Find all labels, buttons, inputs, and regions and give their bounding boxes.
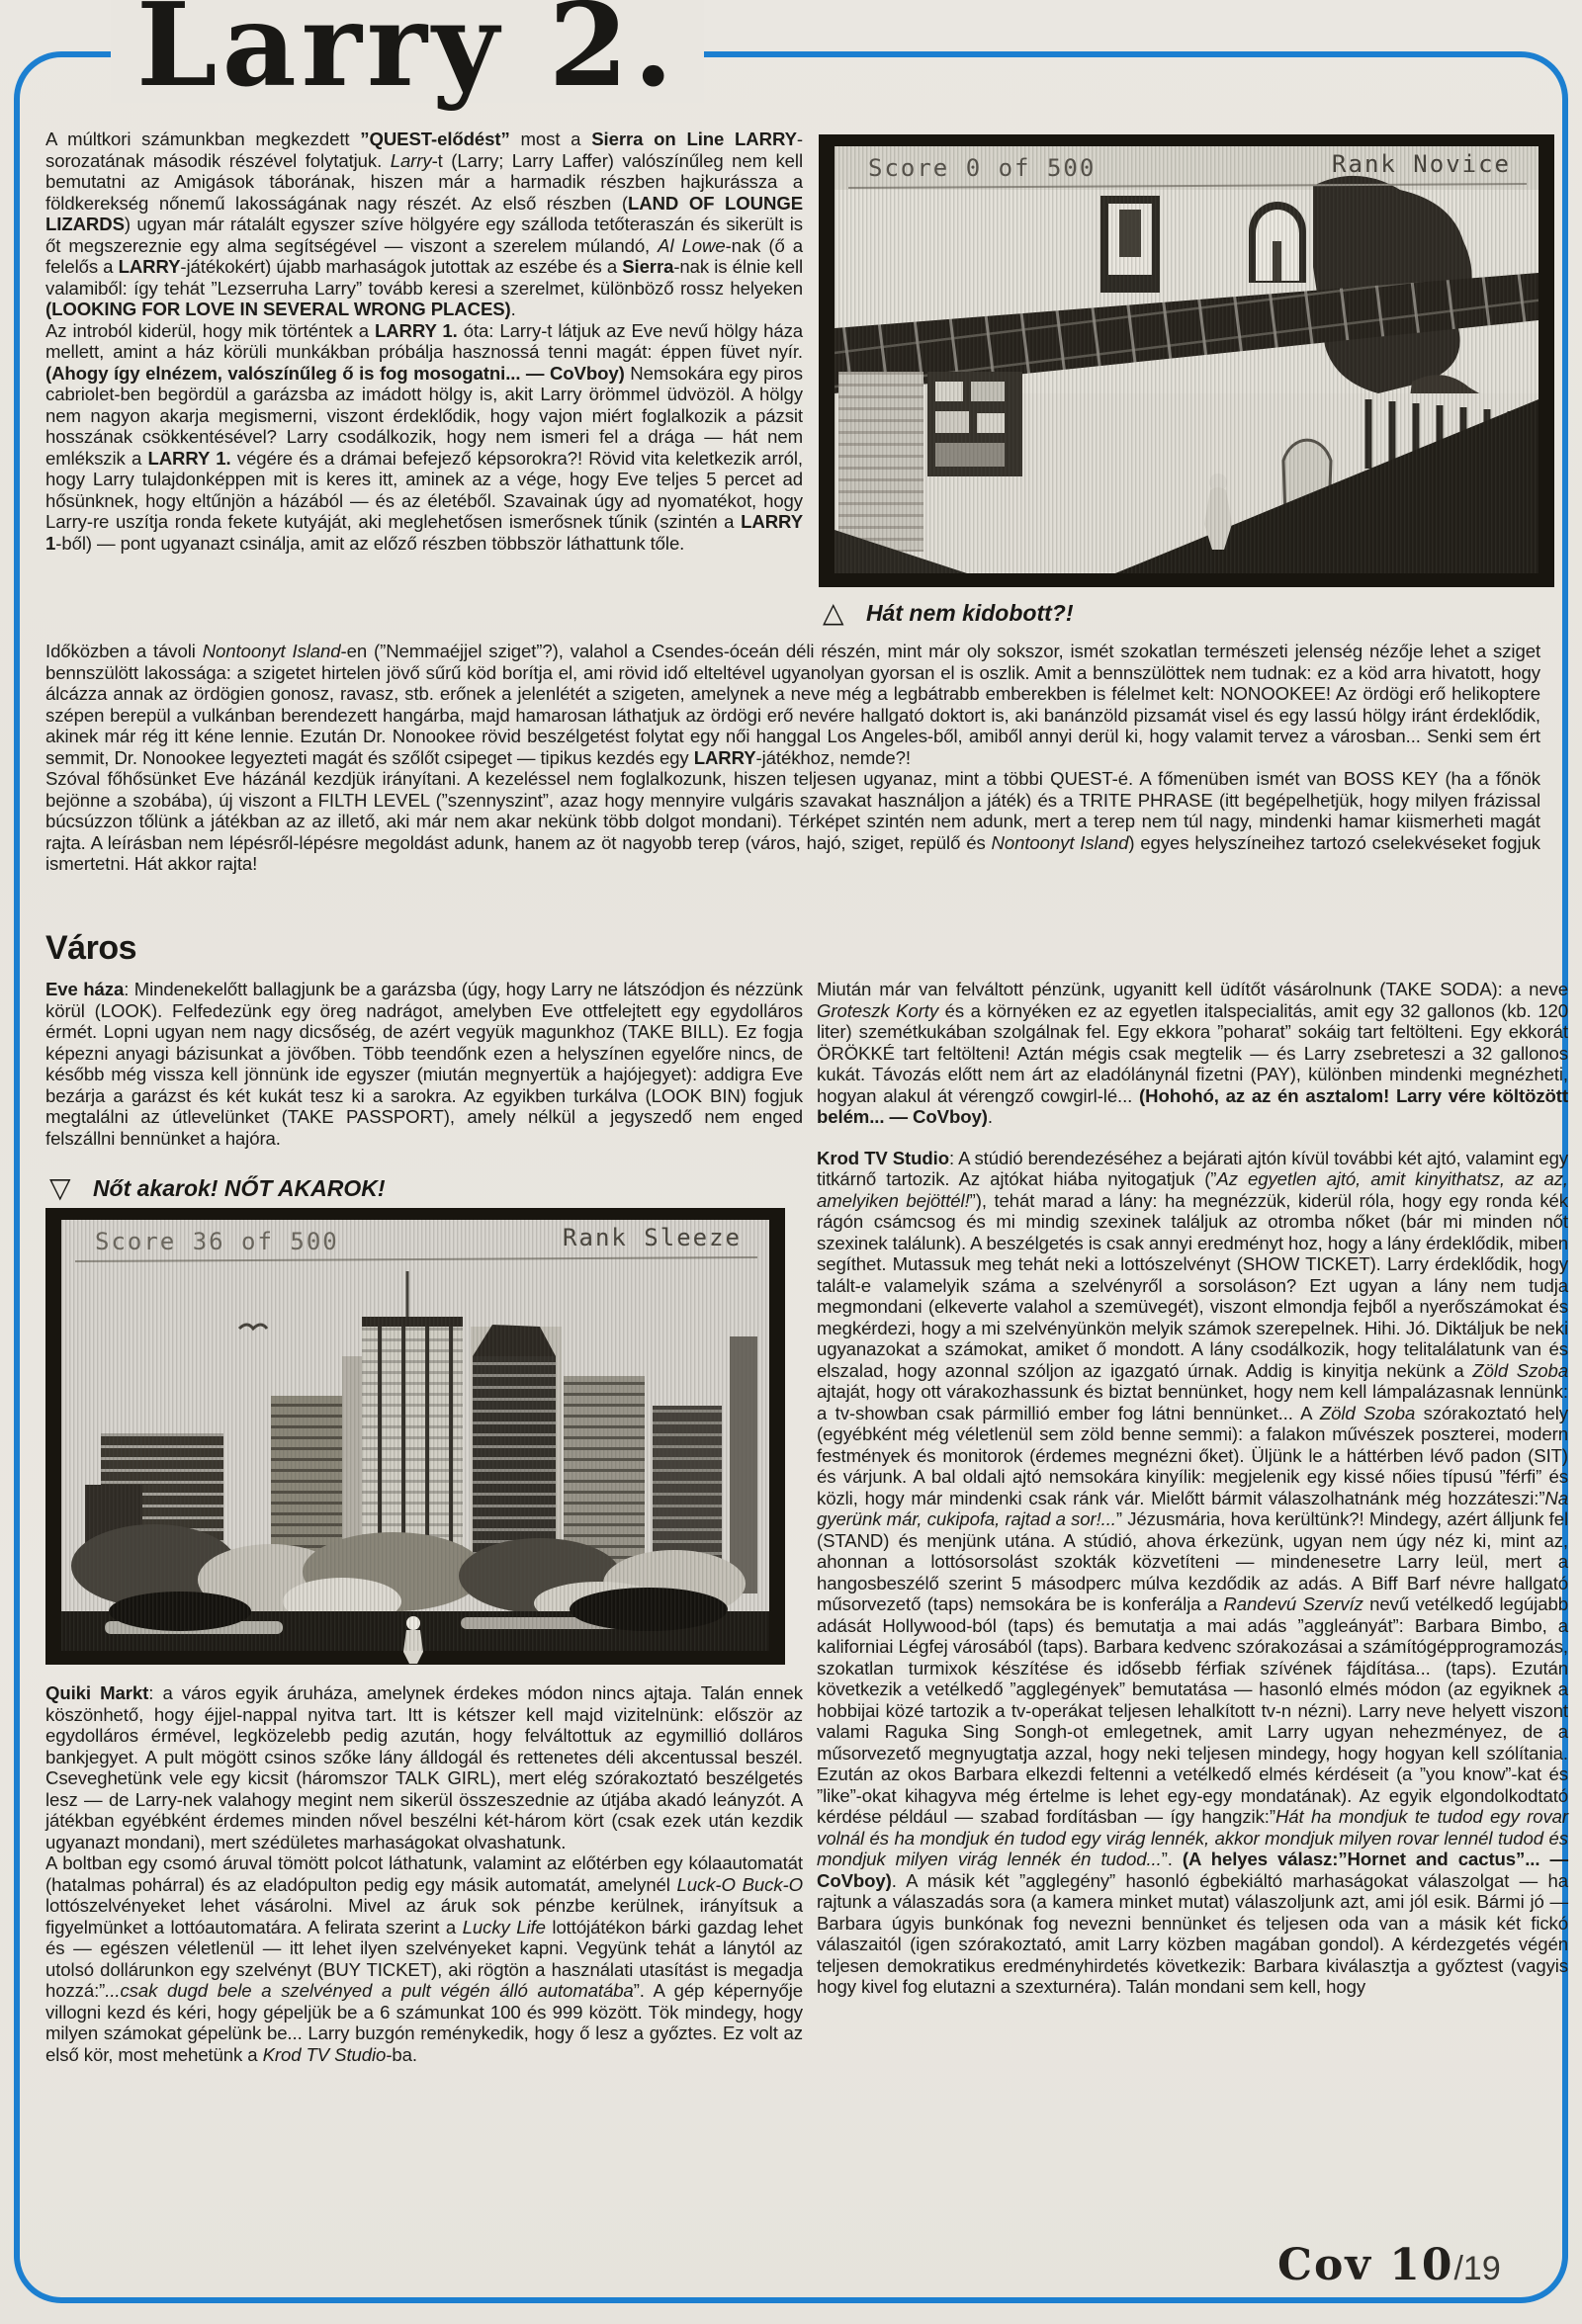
triangle-down-icon: ▽ bbox=[49, 1172, 71, 1203]
page-number bbox=[1277, 2240, 1501, 2290]
boltban-paragraph: A boltban egy csomó áruval tömött polcot láthatunk, valamint az előtérben egy kólaautomatát (hatalmas pohárral) és az eladópulton pedig egy másik automatát, amelynél Luck-O Buck-O lottószelvényeket lehet vásárolni. Mivel az áruk sok pénzbe kerülnek, irányítsuk a figyelmünket a lottóautomatára. A felirata szerint a Lucky Life lottójátékon bárki gazdag lehet és — egészen véletlenül — itt lehet ilyen szelvényeket kapni. Vegyünk tehát a lánytól az utolsó dollárunkon egy szelvényt (BUY TICKET), aki rögtön a használati utasítást is megadja hozzá:”...csak dugd bele a szelvényed a pult végén álló automatába”. A gép képernyője villogni kezd és kéri, hogy gépeljük be a 6 számunkat 100 és 999 között. Tök mindegy, hogy milyen számokat gépelünk be... Larry buzgón reménykedik, hogy ő lesz a győztes. Ez volt az első kör, most mehetünk a Krod TV Studio-ba. bbox=[45, 1852, 804, 2065]
quiki-markt-paragraph: Quiki Markt: a város egyik áruháza, amelynek érdekes módon nincs ajtaja. Talán ennek köszönhető, hogy éjjel-nappal nyitva tart. Itt is kétszer kell majd vizitelnünk: először az egydolláros érmével, legközelebb pedig azután, hogy felváltottuk az egymillió dolláros bankjegyet. A pult mögött csinos szőke lány álldogál és rettenetes déli akcentussal beszél. Cseveghetünk vele egy kicsit (háromszor TALK GIRL), mert elég szórakoztató beszélgetés lesz — de Larry-nek valahogy megint nem sikerül összeszednie az útjába akadó leányzót. A játékban egyébként érdemes minden nővel beszélni két-három kört (csak ezek után kezdik ugyanazt mondani), mert szédületes marhaságokat olvashatunk. bbox=[45, 1682, 803, 1852]
triangle-up-icon: △ bbox=[823, 597, 844, 628]
right-column bbox=[817, 979, 1568, 1998]
game-screenshot-city-art bbox=[45, 1208, 785, 1665]
eve-haza-paragraph: Eve háza: Mindenekelőtt ballagjunk be a garázsba (úgy, hogy Larry ne látszódjon és nézzünk körül (LOOK). Felfedezünk egy öreg nadrágot, amelyben Eve ottfelejtett egy egydolláros érmét. Lopni ugyan nem nagy dicsőség, de azért vegyük magunkhoz (TAKE BILL). Ez fogja képezni anyagi bázisunkat a jövőben. Több teendőnk ezen a helyszínen egyelőre nincs, de később még vissza kell jönnünk ide egyszer (miután megnyertük a hajójegyet): addigra Eve bezárja a garázst és két kukát tesz ki a sarokra. Az egyikben turkálva (LOOK BIN) fogjuk megtalálni az útlevelünket (TAKE PASSPORT), amely nélkül a jegyszedő nem enged felszállni bennünket a hajóra. bbox=[45, 979, 803, 1149]
page-number-page: /19 bbox=[1453, 2250, 1501, 2287]
screenshot1-caption bbox=[823, 595, 1073, 628]
eve-haza-block bbox=[45, 979, 803, 1149]
screenshot2-caption bbox=[49, 1170, 386, 1203]
left-lower-column bbox=[45, 1682, 803, 2065]
section-heading-varos: Város bbox=[45, 929, 136, 967]
mid-paragraph-1: Időközben a távoli Nontoonyt Island-en (”Nemmaéjjel sziget”?), valahol a Csendes-óceán déli részén, mint már oly sokszor, ismét szokatlan természeti jelenség nézője lehet a sziget bennszülött lakossága: a szigetet hirtelen jövő sűrű köd borítja el, ami rövid idő elteltével ugyanolyan gyorsan el is oszlik. Amit a bennszülöttek nem tudnak: ez a köd arra hivatott, hogy álcázza annak az ördögien gonosz, ravasz, stb. erőnek a jelenlétét a szigeten, amelynek a neve még a legbátrabb emberekben is félelmet kelt: NONOOKEE! Az ördögi erő helikoptere szépen berepül a vulkánban berendezett hangárba, majd hamarosan láthatjuk az ördögi erő nevére hallgató doktort is, aki banánzöld pizsamát visel és egy lassú hölgy iránt érdeklődik, akinek már rég itt kéne lennie. Ezután Dr. Nonookee rövid beszélgetést folytat egy női hanggal Los Angeles-ből, amiből annyi derül ki, hogy valamit tervez a városban... Senki sem ért semmit, Dr. Nonookee legyezteti magát és szőlőt csipeget — tipikus kezdés egy LARRY-játékhoz, nemde?! bbox=[45, 641, 1541, 768]
page-number-issue: Cov 10 bbox=[1277, 2240, 1454, 2290]
intro-paragraph-1: A múltkori számunkban megkezdett ”QUEST-elődést” most a Sierra on Line LARRY-sorozatának második részével folytatjuk. Larry-t (Larry; Larry Laffer) valószínűleg nem kell bemutatni az Amigások táborának, hiszen már a harmadik részben hajkurássza a földkerekség nőnemű lakosságának nagy részét. Az első részben (LAND OF LOUNGE LIZARDS) ugyan már rátalált egyszer szíve hölgyére egy szálloda tetőteraszán és sikerült is őt megszereznie egy alma segítségével — viszont a szerelem múlandó, Al Lowe-nak (ő a felelős a LARRY-játékokért) újabb marhaságok jutottak az eszébe és a Sierra-nak is élnie kell valamiből: így tehát ”Lezserruha Larry” tovább keresi a szerelmet, különböző rossz helyeken (LOOKING FOR LOVE IN SEVERAL WRONG PLACES). bbox=[45, 129, 804, 319]
paragraph-gap bbox=[817, 1128, 1568, 1148]
krod-tv-studio-paragraph: Krod TV Studio: A stúdió berendezéséhez a bejárati ajtón kívül további két ajtó, valamint egy titkárnő tartozik. Az ajtókat hiába nyitogatjuk (”Az egyetlen ajtó, amit kinyithatsz, az az, amelyiken bejöttél!”), tehát marad a lány: ha megnézzük, kiderül róla, hogy egy ronda kék rágón csámcsog és mi mindig szexinek találjuk az otromba nőket (bár mi minden nőt szexinek találunk). A beszélgetés is csak annyi eredményt hoz, hogy a lány érdeklődik, miben segíthet. Mutassuk meg tehát neki a lottószelvényt (SHOW TICKET). Larry érdeklődik, hogy talált-e valamelyik száma a szelvényről a sorsoláson? Ezt ugyan a lány nem tudja megmondani (elkeverte valahol a szemüvegét), viszont elmondja fejből a nyerőszámokat és megkérdezi, hogy a mi szelvényünkön melyik számok szerepelnek. Hihi. Jó. Diktáljuk be neki ugyanazokat a számokat, amiket ő mondott. A lány csodálkozik, hogy telitalálatunk van és elszalad, hogy azonnal szóljon az igazgató úrnak. Addig is kinyitja nekünk a Zöld Szoba ajtaját, hogy ott várakozhassunk és biztat bennünket, hogy nem kell lámpalázasnak lennünk: a tv-showban csak pármillió ember fog látni bennünket... A Zöld Szoba szórakoztató hely (egyébként még véletlenül sem zöld benne semmi): a falakon művészek poszterei, modern festmények és monitorok (érdemes megnézni őket). Üljünk le a háttérben lévő padon (SIT) és várjunk. A bal oldali ajtó nemsokára kinyílik: megjelenik egy kissé nőies típusú ”férfi” és közli, hogy már mindenki csak ránk vár. Mielőtt bármit válaszolhatnánk még hozzáteszi:”Na gyerünk már, cukipofa, rajtad a sor!...” Jézusmária, hova kerültünk?! Mindegy, azért álljunk fel (STAND) és menjünk utána. A stúdió, ahova érkezünk, ugyan nem úgy néz ki, mint az, ahonnan a lottósorsolást szokták közvetíteni — mindenesetre Larry leül, mert a hangosbeszélő szerint 5 másodperc múlva kezdődik az adás. A Biff Barf névre hallgató műsorvezető (taps) nemsokára be is konferálja a Randevú Szervíz nevű vetélkedő legújabb adását Hollywood-ból (taps) és bemutatja a mai adás ”aggleányát”: Barbara Bimbo, a kaliforniai Légfej városából (taps). Barbara kedvenc szórakozásai a számítógépprogramozás, szokatlan turmixok készítése és idősebb férfiak szívének fájdítása... (taps). Ezután következik a vetélkedő ”agglegények” bemutatása — hasonló elmés módon (az egyiknek a hobbijai közé tartozik a tv-operákat teljesen lehalkított tv-n nézni). Larry neve helyett viszont valami Raguka Sing Songh-ot emlegetnek, amit Larry ugyan nehezményez, de a műsorvezető megnyugtatja azzal, hogy neki teljesen mindegy, hogy hogyan kell szólítania. Ezután az okos Barbara elkezdi feltenni a vetélkedő elmés kérdéseit (a ”you know”-kat és ”like”-okat kihagyva még értelme is lehet egy-egy mondatának). Az egyik elgondolkodtató kérdése például — szabad fordításban — így hangzik:”Hát ha mondjuk te tudod egy rovar volnál és ha mondjuk én tudod egy virág lennék, akkor mondjuk milyen rovar lennél tudod és mondjuk milyen virág lennék én tudod...”. (A helyes válasz:”Hornet and cactus”... — CoVboy). A másik két ”agglegény” hasonló égbekiáltó marhaságokat válaszolgat — ha rajtunk a válaszadás sora (a kamera minket mutat) válaszoljunk azt, ami jól esik. Bármi jó — Barbara úgyis bunkónak fog nevezni bennünket és teljesen oda van a másik két fickó válaszaitól (igen szórakoztató, amit Larry közben magában gondol). A kérdezgetés végén teljesen demokratikus eredményhirdetés következik: Barbara kiválasztja a győztest (vagyis hogy kivel fog elutazni a szexturnéra). Talán mondani sem kell, hogy bbox=[817, 1147, 1569, 1997]
mid-fullwidth-block bbox=[45, 641, 1540, 875]
halftone-overlay bbox=[61, 1220, 769, 1651]
intro-column bbox=[45, 129, 803, 554]
mid-paragraph-2: Szóval főhősünket Eve házánál kezdjük irányítani. A kezeléssel nem foglalkozunk, hiszen teljesen ugyanaz, mint a többi QUEST-é. A főmenüben ismét van BOSS KEY (ha a főnök bejönne a szobába), új viszont a FILTH LEVEL (”szennyszint”, azaz hogy mennyire vulgáris szavakat használjon a játék) és a TRITE PHRASE (itt begépelhetjük, hogy milyen frázissal búcsúzzon tőlünk a játékban az az illető, aki már nem akar nekünk több dolgot mondani). Térképet szintén nem adunk, mert a terep nem túl nagy, mindenki hamar kiismerheti magát rajta. A leírásban nem lépésről-lépésre megoldást adunk, hanem az öt nagyobb terep (város, hajó, sziget, repülő és Nontoonyt Island) egyes helyszíneihez tartozó cselekvéseket fogjuk ismertetni. Hát akkor rajta! bbox=[45, 768, 1540, 874]
page-title: Larry 2. bbox=[111, 0, 704, 103]
game-screenshot-house-art bbox=[819, 134, 1554, 587]
penz-paragraph: Miután már van felváltott pénzünk, ugyanitt kell üdítőt vásárolnunk (TAKE SODA): a neve Groteszk Korty és a környéken ez az egyetlen italspecialitás, amit egy 32 gallonos (kb. 120 liter) szemétkukában szolgálnak fel. Egy ekkora ”poharat” sokáig tart feltölteni. Egy ekkorát ÖRÖKKÉ tart feltölteni! Aztán mégis csak megtelik — és Larry zsebreteszi a 32 gallonos kukát. Távozás előtt nem árt az eladólánynál fizetni (PAY), különben mindenki megnézheti, hogyan alakul át vérengző cowgirl-lé... (Hohohó, az az én asztalom! Larry vére költözött belém... — CoVboy). bbox=[817, 979, 1568, 1127]
game-screenshot-city bbox=[45, 1208, 785, 1665]
halftone-overlay bbox=[835, 146, 1538, 573]
intro-paragraph-2: Az introból kiderül, hogy mik történtek a LARRY 1. óta: Larry-t látjuk az Eve nevű hölgy háza mellett, amint a ház körüli munkákban próbálja hasznossá tenni magát: éppen füvet nyír. (Ahogy így elnézem, valószínűleg ő is fog mosogatni... — CoVboy) Nemsokára egy piros cabriolet-ben begördül a garázsba az imádott hölgy is, akit Larry örömmel üdvözöl. A hölgy nem nagyon akarja megismerni, viszont érdeklődik, hogy vajon miért foglalkozik a pázsit hosszának csökkentésével? Larry csodálkozik, hogy nem ismeri fel a drága — hát nem emlékszik a LARRY 1. végére és a drámai befejező képsorokra?! Rövid vita keletkezik arról, hogy Larry tulajdonképpen mit is keres itt, aminek az a vége, hogy Eve teljes 5 percet ad hősünknek, hogy eltűnjön a házából — és az életéből. Szavainak úgy ad nyomatékot, hogy Larry-re uszítja ronda fekete kutyáját, aki meglehetősen ismerősnek tűnik (szintén a LARRY 1-ből) — pont ugyanazt csinálja, amit az előző részben többször láthattunk tőle. bbox=[45, 319, 804, 554]
game-screenshot-house bbox=[819, 134, 1554, 587]
screenshot2-caption-text: Nőt akarok! NŐT AKAROK! bbox=[92, 1175, 386, 1201]
screenshot1-caption-text: Hát nem kidobott?! bbox=[865, 600, 1074, 626]
